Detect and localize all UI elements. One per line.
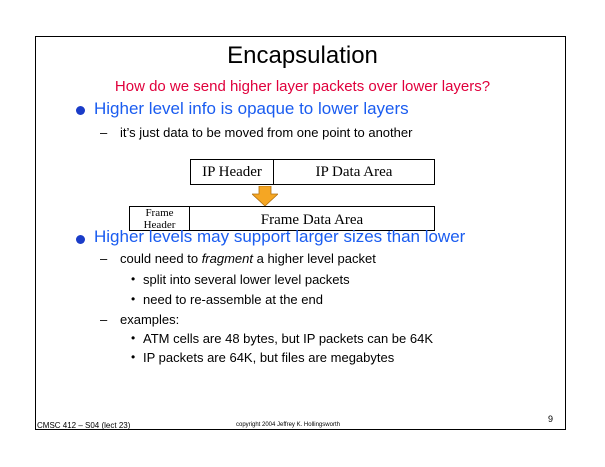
bullet-1-text: Higher level info is opaque to lower layers: [94, 99, 409, 118]
sub-sub-item-2-2-1: ATM cells are 48 bytes, but IP packets can be 64K: [143, 331, 434, 346]
sub-sub-item-2-1-1: split into several lower level packets: [143, 272, 350, 287]
ip-data-area-box: [273, 159, 435, 185]
sub-item-2-1: [120, 251, 376, 266]
sub-item-1-1: it’s just data to be moved from one point to another: [120, 125, 413, 140]
sub-sub-item-2-2-2: IP packets are 64K, but files are megabytes: [143, 350, 395, 365]
sub-item-2-2: examples:: [120, 312, 180, 327]
sub-dash: –: [100, 312, 108, 327]
frame-data-area-label: Frame Data Area: [260, 212, 364, 228]
item-dot: •: [131, 331, 136, 345]
ip-data-area-label: IP Data Area: [315, 163, 393, 180]
sub-dash: –: [100, 125, 108, 140]
item-dot: •: [131, 350, 136, 364]
page-number: 9: [548, 414, 554, 424]
frame-header-label: Frame Header: [143, 206, 176, 231]
ip-header-box: [190, 159, 274, 185]
footer-course: CMSC 412 – S04 (lect 23): [37, 421, 131, 430]
ip-header-label: IP Header: [202, 163, 262, 180]
bullet-2-text: Higher levels may support larger sizes than lower: [94, 227, 466, 246]
down-arrow-icon: [252, 186, 278, 206]
sub-sub-item-2-1-2: need to re-assemble at the end: [143, 292, 323, 307]
bullet-dot-1: [76, 106, 85, 115]
sub-item-2-1-emph: fragment: [201, 251, 253, 266]
sub-item-2-1-post: a higher level packet: [253, 251, 376, 266]
item-dot: •: [131, 292, 136, 306]
slide-subtitle: How do we send higher layer packets over lower layers?: [114, 78, 491, 95]
item-dot: •: [131, 272, 136, 286]
footer-copyright: copyright 2004 Jeffrey K. Hollingsworth: [236, 422, 340, 428]
sub-item-2-1-pre: could need to: [120, 251, 202, 266]
slide-title: Encapsulation: [227, 42, 378, 69]
bullet-dot-2: [76, 235, 85, 244]
sub-dash: –: [100, 251, 108, 266]
